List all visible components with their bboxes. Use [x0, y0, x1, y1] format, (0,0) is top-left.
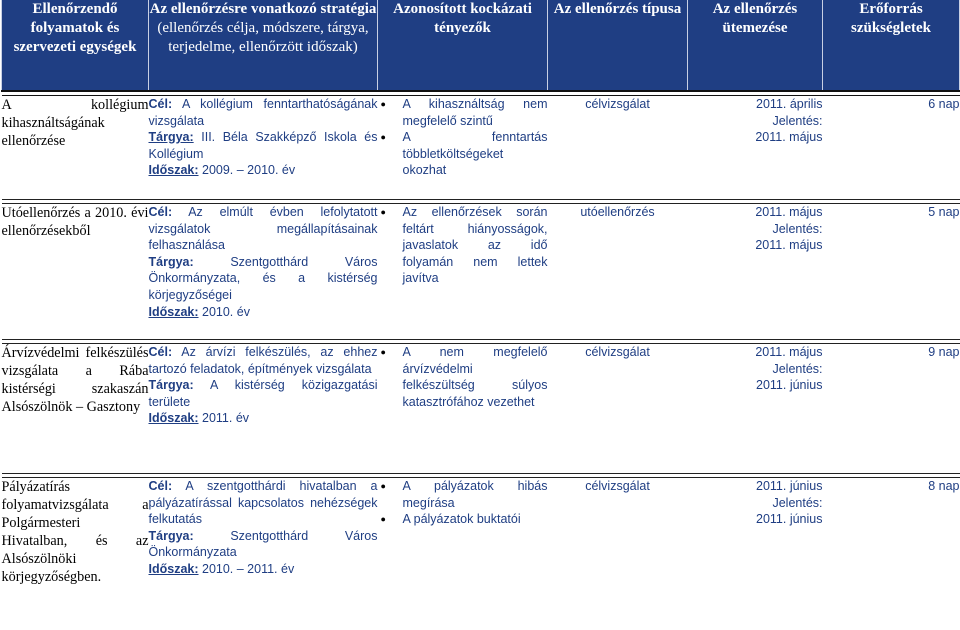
period-text: 2009. – 2010. év — [202, 163, 296, 178]
table-header-row — [2, 0, 960, 91]
process-cell: A kollégium kihasználtságának ellenőrzése — [1, 97, 149, 149]
type-cell: célvizsgálat — [585, 345, 650, 359]
strategy-cell — [149, 204, 378, 340]
report-label: Jelentés: — [772, 113, 823, 128]
resource-cell: 6 nap — [928, 97, 960, 111]
strategy-cell — [149, 478, 378, 618]
schedule-cell — [688, 204, 823, 340]
risk-item: ● A pályázatok hibás megírása — [378, 478, 548, 511]
header-strategy — [149, 0, 378, 91]
process-cell: Árvízvédelmi felkészülés vizsgálata a Rába kistérségi szakaszán Alsószölnök – Gasztony — [1, 345, 149, 415]
period-text: 2010. – 2011. év — [202, 561, 295, 576]
report-label: Jelentés: — [772, 495, 823, 510]
table-row — [2, 96, 960, 200]
subject-text: III. Béla Szakképző Iskola és Kollégium — [148, 130, 378, 161]
goal-text: A kollégium fenntarthatóságának vizsgálata — [148, 97, 378, 128]
header-risks: Azonosított kockázati tényezők — [378, 0, 548, 91]
period-label: Időszak: — [148, 304, 199, 319]
risks-cell — [378, 478, 548, 618]
risk-item: ● A pályázatok buktatói — [378, 511, 548, 528]
resource-cell: 8 nap — [928, 479, 960, 493]
period-label: Időszak: — [148, 561, 199, 576]
goal-text: Az elmúlt évben lefolytatott vizsgálatok megállapításainak felhasználása — [148, 205, 378, 253]
subject-text: Szentgotthárd Város Önkormányzata — [148, 528, 378, 560]
schedule-start: 2011. május — [755, 205, 823, 219]
schedule-start: 2011. június — [756, 479, 823, 493]
risks-cell — [378, 344, 548, 474]
goal-label: Cél: — [148, 205, 173, 219]
header-schedule: Az ellenőrzés ütemezése — [688, 0, 823, 91]
risks-cell — [378, 96, 548, 200]
process-cell: Utóellenőrzés a 2010. évi ellenőrzésekből — [1, 205, 149, 239]
header-processes: Ellenőrzendő folyamatok és szervezeti egységek — [2, 0, 149, 91]
goal-label: Cél: — [148, 97, 173, 111]
schedule-cell — [688, 96, 823, 200]
report-date: 2011. május — [755, 130, 823, 145]
schedule-cell — [688, 344, 823, 474]
subject-label: Tárgya: — [148, 378, 194, 393]
risk-item: ● A fenntartás többletköltségeket okozhat — [378, 129, 548, 179]
risk-item: ● Az ellenőrzések során feltárt hiányosságok, javaslatok az idő folyamán nem lettek javítva — [378, 204, 548, 287]
type-cell: célvizsgálat — [585, 479, 650, 493]
header-strategy-bold: Az ellenőrzésre vonatkozó stratégia — [149, 1, 377, 17]
risk-item: ● A kihasználtság nem megfelelő szintű — [378, 96, 548, 129]
header-type: Az ellenőrzés típusa — [548, 0, 688, 91]
resource-cell: 5 nap — [928, 205, 960, 219]
period-text: 2011. év — [202, 411, 250, 426]
goal-label: Cél: — [148, 345, 173, 359]
resource-cell: 9 nap — [928, 345, 960, 359]
table-row — [2, 478, 960, 618]
period-label: Időszak: — [148, 411, 199, 426]
type-cell: utóellenőrzés — [580, 205, 655, 219]
report-label: Jelentés: — [772, 221, 823, 236]
subject-text: A kistérség közigazgatási területe — [148, 378, 378, 409]
type-cell: célvizsgálat — [585, 97, 650, 111]
strategy-cell — [149, 344, 378, 474]
report-label: Jelentés: — [772, 361, 823, 376]
report-date: 2011. június — [756, 378, 823, 393]
report-date: 2011. június — [756, 512, 823, 527]
audit-plan-table — [1, 0, 960, 618]
subject-label: Tárgya: — [148, 254, 194, 269]
table-row — [2, 344, 960, 474]
subject-label: Tárgya: — [148, 528, 194, 543]
subject-label: Tárgya: — [148, 130, 194, 145]
strategy-cell — [149, 96, 378, 200]
schedule-start: 2011. május — [755, 345, 823, 359]
schedule-cell — [688, 478, 823, 618]
process-cell: Pályázatírás folyamatvizsgálata a Polgármesteri Hivatalban, és az Alsószölnöki körjegyzőségben. — [1, 479, 149, 585]
period-text: 2010. év — [202, 304, 250, 319]
risk-item: ● A nem megfelelő árvízvédelmi felkészültség súlyos katasztrófához vezethet — [378, 344, 548, 410]
subject-text: Szentgotthárd Város Önkormányzata, és a kistérség körjegyzőségei — [148, 254, 378, 302]
header-resources: Erőforrás szükségletek — [823, 0, 960, 91]
goal-text: A szentgotthárdi hivatalban a pályázatírással kapcsolatos nehézségek felkutatás — [148, 479, 378, 527]
goal-label: Cél: — [148, 479, 173, 493]
schedule-start: 2011. április — [756, 97, 823, 111]
goal-text: Az árvízi felkészülés, az ehhez tartozó feladatok, építmények vizsgálata — [148, 345, 378, 376]
period-label: Időszak: — [148, 163, 199, 178]
report-date: 2011. május — [755, 238, 823, 253]
header-strategy-detail: (ellenőrzés célja, módszere, tárgya, terjedelme, ellenőrzött időszak) — [157, 20, 369, 55]
table-row — [2, 204, 960, 340]
risks-cell — [378, 204, 548, 340]
